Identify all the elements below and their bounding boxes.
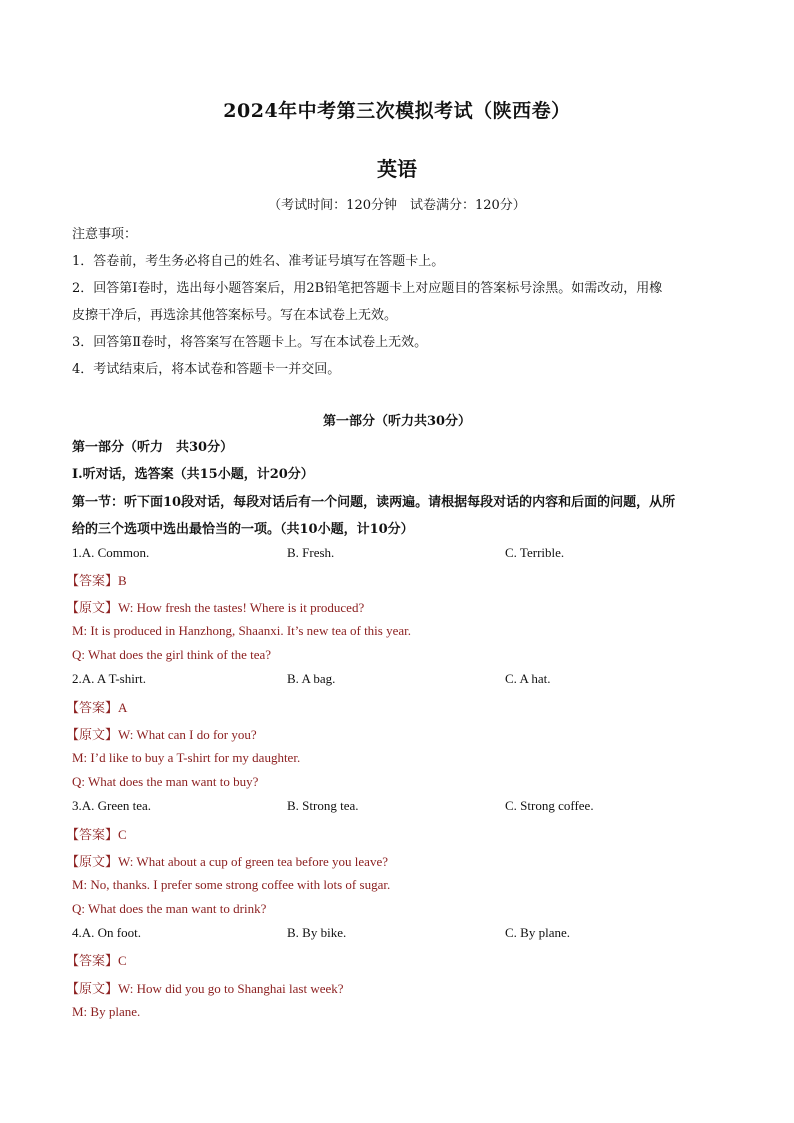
section-title: I.听对话，选答案（共15小题，计20分） <box>72 467 314 482</box>
option-a: 2.A. A T-shirt. <box>72 671 147 686</box>
option-a: 3.A. Green tea. <box>72 798 152 813</box>
script-text: M: I’d like to buy a T-shirt for my daughter. <box>72 750 301 765</box>
exam-time-info: （考试时间：120分钟 试卷满分：120分） <box>268 198 526 213</box>
option-b: B. By bike. <box>287 925 347 940</box>
notes-heading: 注意事项： <box>72 227 138 242</box>
answer-value: B <box>118 573 127 588</box>
answer-tag: 【答案】 <box>66 954 119 969</box>
section-instructions: 第一节：听下面10段对话，每段对话后有一个问题，读两遍。请根据每段对话的内容和后面的问题，从所 <box>72 495 676 510</box>
script-text: M: It is produced in Hanzhong, Shaanxi. It’s new tea of this year. <box>72 623 412 638</box>
script-tag: 【原文】 <box>66 728 119 743</box>
part-subtitle: 第一部分（听力 共30分） <box>72 440 234 455</box>
option-b: B. Fresh. <box>287 545 335 560</box>
script-text: M: By plane. <box>72 1004 141 1019</box>
note-item: 2．回答第Ⅰ卷时，选出每小题答案后，用2B铅笔把答题卡上对应题目的答案标号涂黑。如需改动，用橡 <box>72 281 663 296</box>
script-text: W: What can I do for you? <box>118 727 257 742</box>
answer-value: C <box>118 953 127 968</box>
script-text: Q: What does the man want to drink? <box>72 901 267 916</box>
script-text: Q: What does the man want to buy? <box>72 774 259 789</box>
script-text: W: What about a cup of green tea before you leave? <box>118 854 388 869</box>
script-tag: 【原文】 <box>66 601 119 616</box>
answer-line <box>66 697 127 716</box>
script-line <box>66 724 257 743</box>
script-text: W: How did you go to Shanghai last week? <box>118 981 344 996</box>
subject-title: 英语 <box>377 157 417 181</box>
option-b: B. Strong tea. <box>287 798 359 813</box>
script-text: M: No, thanks. I prefer some strong coffee with lots of sugar. <box>72 877 391 892</box>
script-line <box>66 597 364 616</box>
answer-tag: 【答案】 <box>66 701 119 716</box>
answer-tag: 【答案】 <box>66 828 119 843</box>
answer-value: C <box>118 827 127 842</box>
script-text: W: How fresh the tastes! Where is it produced? <box>118 600 365 615</box>
answer-tag: 【答案】 <box>66 574 119 589</box>
script-line <box>66 978 344 997</box>
note-item: 4．考试结束后，将本试卷和答题卡一并交回。 <box>72 362 341 377</box>
note-item: 3．回答第Ⅱ卷时，将答案写在答题卡上。写在本试卷上无效。 <box>72 335 428 350</box>
answer-line <box>66 824 127 843</box>
answer-line <box>66 570 127 589</box>
option-b: B. A bag. <box>287 671 336 686</box>
answer-value: A <box>118 700 128 715</box>
script-tag: 【原文】 <box>66 982 119 997</box>
option-c: C. By plane. <box>505 925 570 940</box>
script-text: Q: What does the girl think of the tea? <box>72 647 272 662</box>
section-instructions: 给的三个选项中选出最恰当的一项。（共10小题，计10分） <box>72 522 414 537</box>
exam-title: 2024年中考第三次模拟考试（陕西卷） <box>223 100 571 122</box>
note-item: 皮擦干净后，再选涂其他答案标号。写在本试卷上无效。 <box>72 308 398 323</box>
option-a: 4.A. On foot. <box>72 925 141 940</box>
option-c: C. Terrible. <box>505 545 565 560</box>
option-c: C. Strong coffee. <box>505 798 594 813</box>
note-item: 1．答卷前，考生务必将自己的姓名、准考证号填写在答题卡上。 <box>72 254 445 269</box>
script-tag: 【原文】 <box>66 855 119 870</box>
part-title: 第一部分（听力共30分） <box>322 414 472 429</box>
option-c: C. A hat. <box>505 671 551 686</box>
option-a: 1.A. Common. <box>72 545 150 560</box>
script-line <box>66 851 388 870</box>
answer-line <box>66 950 127 969</box>
